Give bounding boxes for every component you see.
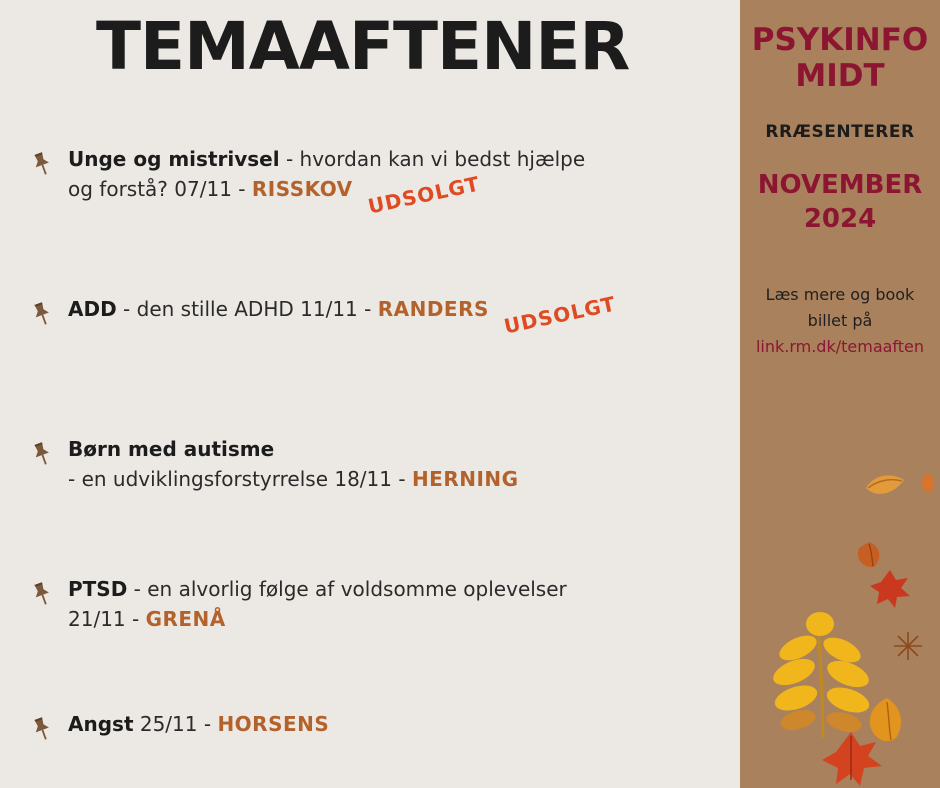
leaf-icon [862, 470, 908, 509]
list-item [0, 709, 740, 769]
pushpin-icon [28, 440, 56, 468]
event-line-1 [68, 291, 740, 339]
booking-info [740, 282, 940, 360]
presents-label: RRÆSENTERER [765, 122, 915, 142]
leaf-icon [868, 568, 912, 615]
month-label: NOVEMBER [757, 170, 923, 200]
event-location: RANDERS [377, 297, 489, 321]
event-desc: - den stille ADHD 11/11 - [116, 297, 378, 321]
event-date: - en udviklingsforstyrrelse 18/11 - [68, 467, 412, 491]
leaf-icon [892, 630, 924, 667]
event-line-2 [68, 464, 740, 494]
event-line-1 [68, 144, 740, 174]
event-location: RISSKOV [251, 177, 353, 201]
event-desc: - en alvorlig følge af voldsomme oplevelser [127, 577, 567, 601]
event-title: Angst [68, 712, 134, 736]
status-badge: UDSOLGT [501, 291, 618, 339]
poster-sidebar [740, 0, 940, 788]
event-title: Børn med autisme [68, 437, 275, 461]
event-title: Unge og mistrivsel [68, 147, 280, 171]
event-date: og forstå? 07/11 - [68, 177, 252, 201]
event-title: ADD [68, 297, 117, 321]
event-date: 21/11 - [68, 607, 146, 631]
pushpin-icon [28, 150, 56, 178]
event-line-2 [68, 604, 740, 634]
event-line-1 [68, 709, 740, 739]
event-line-2 [68, 171, 740, 219]
list-item [0, 291, 740, 354]
event-line-1 [68, 574, 740, 604]
brand-line-1: PSYKINFO [751, 22, 929, 58]
event-location: HERNING [411, 467, 519, 491]
pushpin-icon [28, 580, 56, 608]
event-line-1 [68, 434, 740, 464]
leaf-icon [818, 730, 884, 788]
brand-line-2: MIDT [795, 58, 885, 94]
pushpin-icon [28, 715, 56, 743]
month-year [740, 168, 940, 236]
event-title: PTSD [68, 577, 128, 601]
event-list [0, 140, 740, 769]
event-location: GRENÅ [145, 607, 226, 631]
status-badge: UDSOLGT [365, 171, 482, 219]
event-desc: 25/11 - [133, 712, 218, 736]
booking-info-line-2: billet på [807, 311, 873, 330]
list-item [0, 434, 740, 494]
brand-name [740, 22, 940, 94]
booking-link[interactable]: link.rm.dk/temaaften [755, 337, 925, 356]
leaf-icon [918, 472, 938, 499]
list-item [0, 144, 740, 219]
list-item [0, 574, 740, 634]
page-title: TEMAAFTENER [96, 8, 630, 85]
booking-info-line-1: Læs mere og book [765, 285, 915, 304]
leaf-icon [768, 610, 878, 745]
year-label: 2024 [803, 204, 877, 234]
event-location: HORSENS [217, 712, 330, 736]
pushpin-icon [28, 300, 56, 328]
event-desc: - hvordan kan vi bedst hjælpe [279, 147, 586, 171]
